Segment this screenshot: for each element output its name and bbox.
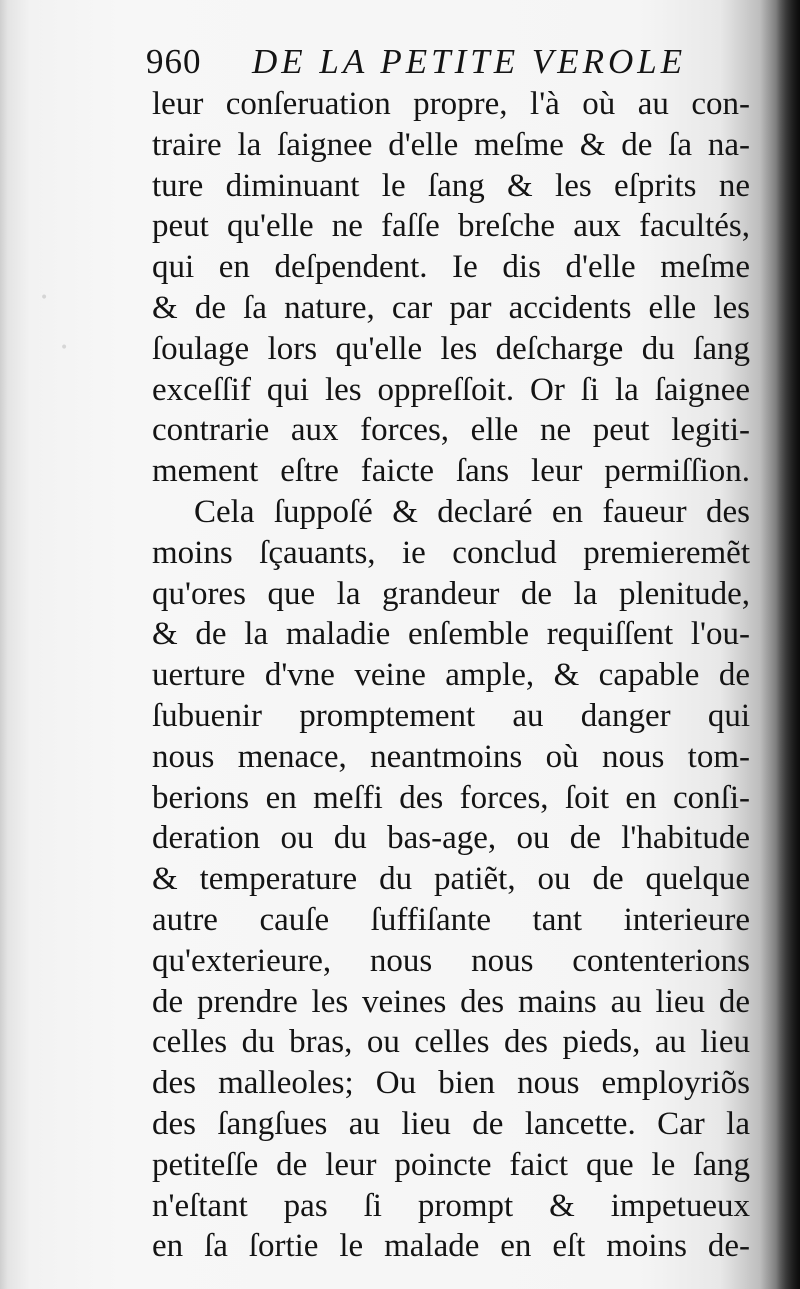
text-line: & de ſa nature, car par accidents elle les (152, 289, 750, 326)
text-line: moins ſçauants, ie conclud premieremẽt (152, 534, 750, 571)
text-line: peut qu'elle ne faſſe breſche aux facultés, (152, 208, 750, 245)
text-line: qu'ores que la grandeur de la plenitude, (152, 575, 750, 612)
text-line: ſubuenir promptement au danger qui (152, 697, 750, 734)
body-text (152, 84, 750, 1267)
text-line: en ſa ſortie le malade en eſt moins de- (152, 1228, 750, 1265)
text-line: exceſſif qui les oppreſſoit. Or ſi la ſaignee (152, 371, 750, 408)
text-line: deration ou du bas-age, ou de l'habitude (152, 820, 750, 857)
text-line: qu'exterieure, nous nous contenterions (152, 942, 750, 979)
text-line: des ſangſues au lieu de lancette. Car la (152, 1105, 750, 1142)
text-line: mement eſtre faicte ſans leur permiſſion. (152, 453, 750, 490)
text-line: qui en deſpendent. Ie dis d'elle meſme (152, 249, 750, 286)
text-line: n'eſtant pas ſi prompt & impetueux (152, 1187, 750, 1224)
text-line: berions en meſfi des forces, ſoit en conſi- (152, 779, 750, 816)
text-line: de prendre les veines des mains au lieu de (152, 983, 750, 1020)
text-line: autre cauſe ſuffiſante tant interieure (152, 901, 750, 938)
text-line: contrarie aux forces, elle ne peut legiti- (152, 412, 750, 449)
text-line: & temperature du patiẽt, ou de quelque (152, 861, 750, 898)
text-line: ture diminuant le ſang & les eſprits ne (152, 167, 750, 204)
text-line: traire la ſaignee d'elle meſme & de ſa na- (152, 126, 750, 163)
text-line: & de la maladie enſemble requiſſent l'ou- (152, 616, 750, 653)
text-line: celles du bras, ou celles des pieds, au lieu (152, 1024, 750, 1061)
text-line-paragraph-start: Cela ſuppoſé & declaré en faueur des (194, 493, 750, 530)
text-line: ſoulage lors qu'elle les deſcharge du ſang (152, 330, 750, 367)
text-line: nous menace, neantmoins où nous tom- (152, 738, 750, 775)
text-line: des malleoles; Ou bien nous employriõs (152, 1065, 750, 1102)
page-number: 960 (146, 42, 202, 81)
text-line: leur conſeruation propre, l'à où au con- (152, 86, 750, 122)
text-line: uerture d'vne veine ample, & capable de (152, 657, 750, 694)
page-gutter-shadow (776, 0, 800, 1289)
text-line: petiteſſe de leur poincte faict que le ſang (152, 1146, 750, 1183)
running-title: DE LA PETITE VEROLE (252, 42, 687, 81)
running-header (146, 40, 746, 86)
show-through-text: • • (40, 290, 69, 356)
